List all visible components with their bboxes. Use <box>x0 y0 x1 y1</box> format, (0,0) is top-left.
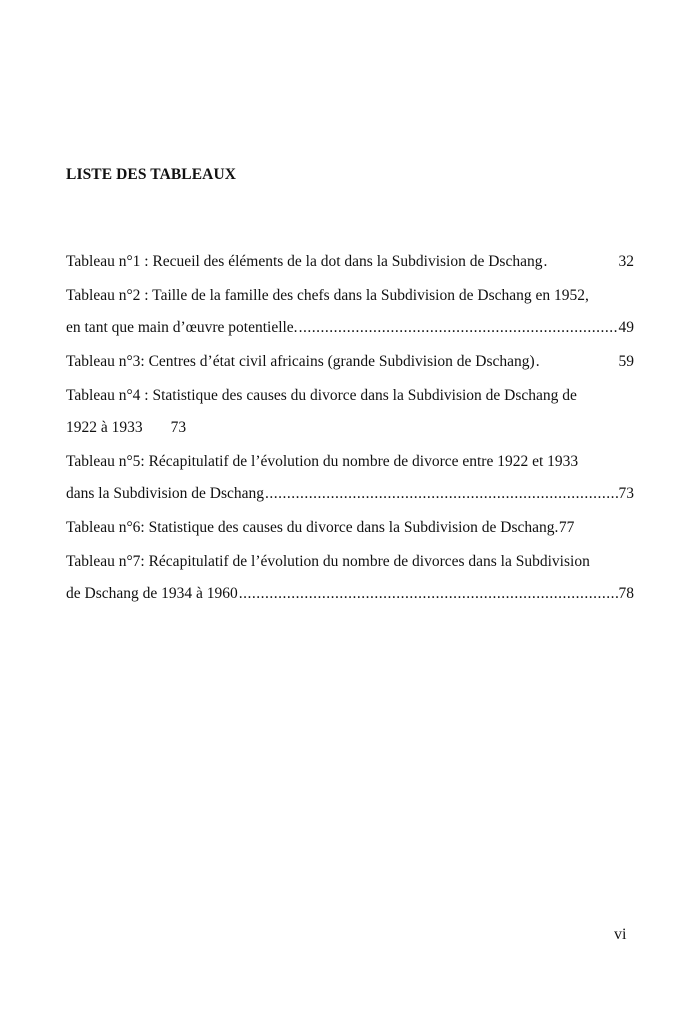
entry-title: Tableau n°2 : Taille de la famille des chefs dans la Subdivision de Dschang en 1952, <box>66 287 589 304</box>
list-item <box>66 246 634 278</box>
entry-page-number: 32 <box>618 253 634 270</box>
entry-page-number: 78 <box>618 585 634 602</box>
list-item-continuation <box>66 578 634 610</box>
list-item-continuation <box>66 412 634 444</box>
list-item-continuation <box>66 478 634 510</box>
table-list <box>66 246 634 610</box>
entry-title-continuation: de Dschang de 1934 à 1960 <box>66 585 238 602</box>
entry-title: Tableau n°5: Récapitulatif de l’évolution du nombre de divorce entre 1922 et 1933 <box>66 453 579 470</box>
entry-title-continuation: en tant que main d’œuvre potentielle. <box>66 319 298 336</box>
entry-page-number: 73 <box>170 419 187 436</box>
list-item <box>66 546 634 578</box>
list-item-continuation <box>66 312 634 344</box>
entry-title: Tableau n°1 : Recueil des éléments de la dot dans la Subdivision de Dschang <box>66 253 543 270</box>
dot-leader <box>265 478 617 510</box>
list-item <box>66 380 634 412</box>
entry-page-number: 77 <box>558 519 575 536</box>
entry-title-continuation: dans la Subdivision de Dschang <box>66 485 265 502</box>
page-number: vi <box>614 926 627 943</box>
dot-leader <box>239 578 618 610</box>
dot-leader <box>299 312 618 344</box>
entry-page-number: 49 <box>618 319 634 336</box>
list-item <box>66 280 634 312</box>
entry-title: Tableau n°3: Centres d’état civil africains (grande Subdivision de Dschang) <box>66 353 535 370</box>
entry-title: Tableau n°6: Statistique des causes du divorce dans la Subdivision de Dschang <box>66 519 555 536</box>
dot-leader <box>536 346 618 378</box>
entry-page-number: 59 <box>618 353 634 370</box>
list-item <box>66 346 634 378</box>
entry-title: Tableau n°4 : Statistique des causes du divorce dans la Subdivision de Dschang de <box>66 387 577 404</box>
entry-title-continuation: 1922 à 1933 <box>66 419 143 436</box>
entry-page-number: 73 <box>618 485 634 502</box>
page-title: LISTE DES TABLEAUX <box>66 166 237 183</box>
dot-leader <box>543 246 617 278</box>
list-item <box>66 512 634 544</box>
entry-title: Tableau n°7: Récapitulatif de l’évolution du nombre de divorces dans la Subdivision <box>66 553 590 570</box>
list-item <box>66 446 634 478</box>
